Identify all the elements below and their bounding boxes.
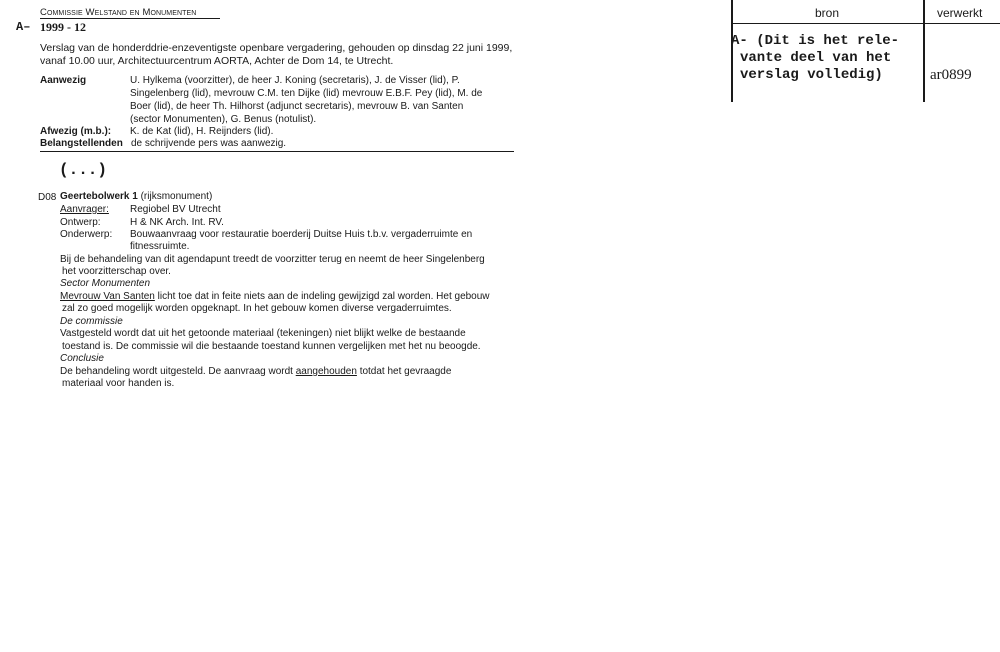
column-header-bron: bron	[815, 6, 840, 20]
item-code: D08	[38, 192, 57, 203]
present-line: U. Hylkema (voorzitter), de heer J. Koning (secretaris), J. de Visser (lid), P.	[130, 75, 460, 86]
committee-title: Commissie Welstand en Monumenten	[40, 7, 197, 18]
conclusion-line	[60, 366, 451, 377]
sector-heading: Sector Monumenten	[60, 278, 151, 289]
table-header-rule	[731, 23, 1000, 24]
design-label: Ontwerp:	[60, 217, 101, 228]
sector-speaker: Mevrouw Van Santen	[60, 291, 155, 302]
intro-line: vanaf 10.00 uur, Architectuurcentrum AORTA, Achter de Dom 14, te Utrecht.	[40, 55, 394, 67]
conclusion-text: totdat het gevraagde	[359, 366, 452, 377]
source-note-line: A- (Dit is het rele-	[731, 33, 900, 49]
design-value: H & NK Arch. Int. RV.	[130, 217, 224, 228]
applicant-label: Aanvrager:	[60, 204, 109, 215]
absent-label: Afwezig (m.b.):	[40, 126, 112, 137]
document-number: 1999 - 12	[40, 20, 86, 34]
subject-line: Bouwaanvraag voor restauratie boerderij Duitse Huis t.b.v. vergaderruimte en	[130, 229, 473, 240]
conclusion-line: materiaal voor handen is.	[62, 378, 175, 389]
applicant-value: Regiobel BV Utrecht	[130, 204, 221, 215]
item-title: Geertebolwerk 1	[60, 191, 138, 202]
interested-label: Belangstellenden	[40, 138, 123, 149]
archive-code: ar0899	[930, 67, 972, 83]
source-note-line: verslag volledig)	[740, 67, 883, 83]
present-line: (sector Monumenten), G. Benus (notulist).	[130, 114, 317, 125]
intro-line: Verslag van de honderddrie-enzeventigste openbare vergadering, gehouden op dinsdag 22 juni 1999,	[40, 42, 513, 54]
sector-line	[60, 291, 490, 302]
chair-line: Bij de behandeling van dit agendapunt treedt de voorzitter terug en neemt de heer Singelenberg	[60, 254, 485, 265]
present-line: Boer (lid), de heer Th. Hilhorst (adjunct secretaris), mevrouw B. van Santen	[130, 101, 464, 112]
column-header-verwerkt: verwerkt	[937, 6, 983, 20]
section-divider	[40, 151, 514, 152]
margin-mark: A–	[16, 20, 31, 34]
item-title-suffix: (rijksmonument)	[140, 191, 213, 202]
source-note-line: vante deel van het	[740, 50, 892, 66]
conclusion-heading: Conclusie	[60, 353, 104, 364]
conclusion-text: De behandeling wordt uitgesteld. De aanvraag wordt	[60, 366, 293, 377]
table-border-left	[731, 0, 733, 102]
interested-value: de schrijvende pers was aanwezig.	[131, 138, 287, 149]
item-heading	[60, 191, 212, 202]
present-line: Singelenberg (lid), mevrouw C.M. ten Dijke (lid) mevrouw E.B.F. Pey (lid), M. de	[130, 88, 483, 99]
subject-line: fitnessruimte.	[130, 241, 190, 252]
absent-value: K. de Kat (lid), H. Reijnders (lid).	[130, 126, 274, 137]
commission-line: toestand is. De commissie wil die bestaande toestand kunnen vergelijken met het nu beoogde.	[62, 341, 481, 352]
conclusion-keyword: aangehouden	[295, 366, 357, 377]
sector-line: zal zo goed mogelijk worden opgeknapt. In het gebouw komen diverse vergaderruimtes.	[62, 303, 452, 314]
omission-mark: (...)	[59, 161, 108, 179]
chair-line: het voorzitterschap over.	[62, 266, 171, 277]
title-underline	[40, 18, 220, 19]
commission-heading: De commissie	[60, 316, 123, 327]
subject-label: Onderwerp:	[60, 229, 113, 240]
commission-line: Vastgesteld wordt dat uit het getoonde materiaal (tekeningen) niet blijkt welke de bestaande	[60, 328, 466, 339]
table-border-middle	[923, 0, 925, 102]
present-label: Aanwezig	[40, 75, 87, 86]
sector-line-rest: licht toe dat in feite niets aan de indeling gewijzigd zal worden. Het gebouw	[157, 291, 490, 302]
